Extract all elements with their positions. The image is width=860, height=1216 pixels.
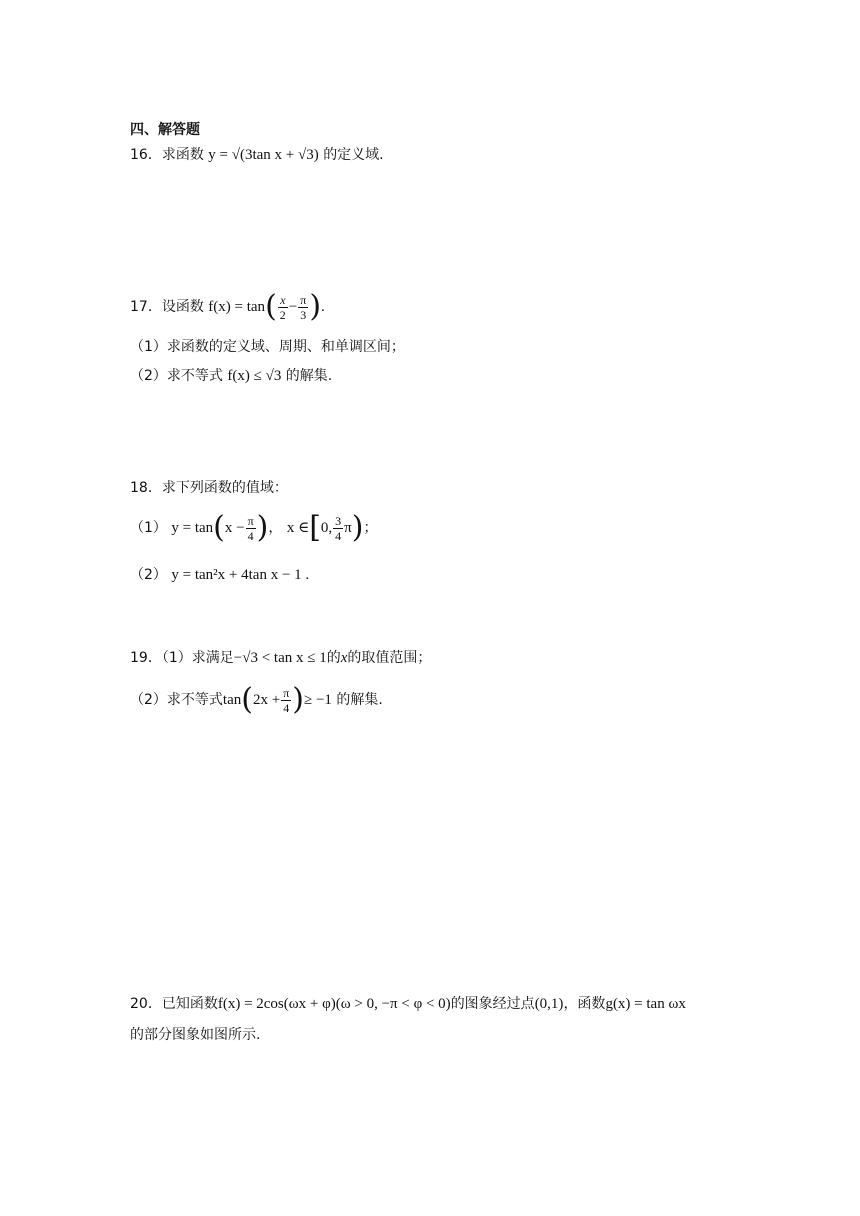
question-17-part-1: （1）求函数的定义域、周期、和单调区间； xyxy=(130,339,405,355)
inequality-expression: −√3 < tan x ≤ 1 xyxy=(233,650,327,666)
function-g-expression: g(x) = tan ωx xyxy=(605,996,686,1012)
question-number: 17． xyxy=(130,299,162,315)
function-f-expression: f(x) = 2cos(ωx + φ)(ω > 0, −π < φ < 0) xyxy=(217,996,451,1012)
question-19-part-2: （2）求不等式tan(2x + $\frac{\pi}{4}$ )≥ −1 的解集. xyxy=(130,682,383,717)
function-expression: y = √(3tan x + √3) xyxy=(208,147,319,163)
fraction-pi-over-4: $\frac{\pi}{4}$ xyxy=(283,685,290,715)
question-number: 19． xyxy=(130,650,162,666)
question-18: 18．求下列函数的值域： xyxy=(130,480,288,496)
question-number: 16． xyxy=(130,147,162,163)
question-17-part-2: （2）求不等式 f(x) ≤ √3 的解集. xyxy=(130,368,333,384)
question-16 xyxy=(130,145,384,165)
question-20: 20．已知函数f(x) = 2cos(ωx + φ)(ω > 0, −π < φ < 0)的图象经过点(0,1)，函数g(x) = tan ωx xyxy=(130,996,686,1012)
section-heading: 四、解答题 xyxy=(130,122,200,138)
fraction-pi-over-3: $\frac{\pi}{3}$ xyxy=(300,292,307,322)
question-17: 17．设函数 f(x) = tan( $\frac{x}{2}$ − $\frac{\pi}{3}$ ). xyxy=(130,289,325,324)
fraction-3-over-4: $\frac{3}{4}$ xyxy=(335,513,342,543)
function-expression: y = tan²x + 4tan x − 1 . xyxy=(171,567,310,583)
question-18-part-1: （1） y = tan(x − $\frac{\pi}{4}$ )， x ∈[0, $\frac{3}{4}$ π)； xyxy=(130,510,378,545)
question-19: 19．（1）求满足−√3 < tan x ≤ 1的x的取值范围； xyxy=(130,650,432,666)
fraction-x-over-2: $\frac{x}{2}$ xyxy=(279,292,286,322)
question-18-part-2: （2） y = tan²x + 4tan x − 1 . xyxy=(130,567,310,583)
question-number: 20． xyxy=(130,996,162,1012)
fraction-pi-over-4: $\frac{\pi}{4}$ xyxy=(247,513,254,543)
question-number: 18． xyxy=(130,480,162,496)
question-20-line-2: 的部分图象如图所示. xyxy=(130,1027,261,1043)
function-lhs: f(x) = tan xyxy=(208,299,266,315)
question-suffix: 的定义域. xyxy=(323,147,384,163)
inequality-expression: f(x) ≤ √3 xyxy=(227,368,282,384)
right-paren: ) xyxy=(309,289,322,324)
question-prefix: 设函数 xyxy=(161,299,204,315)
left-paren: ( xyxy=(265,289,277,324)
question-prefix: 求函数 xyxy=(161,147,204,163)
point-coordinates: (0,1) xyxy=(534,996,564,1012)
